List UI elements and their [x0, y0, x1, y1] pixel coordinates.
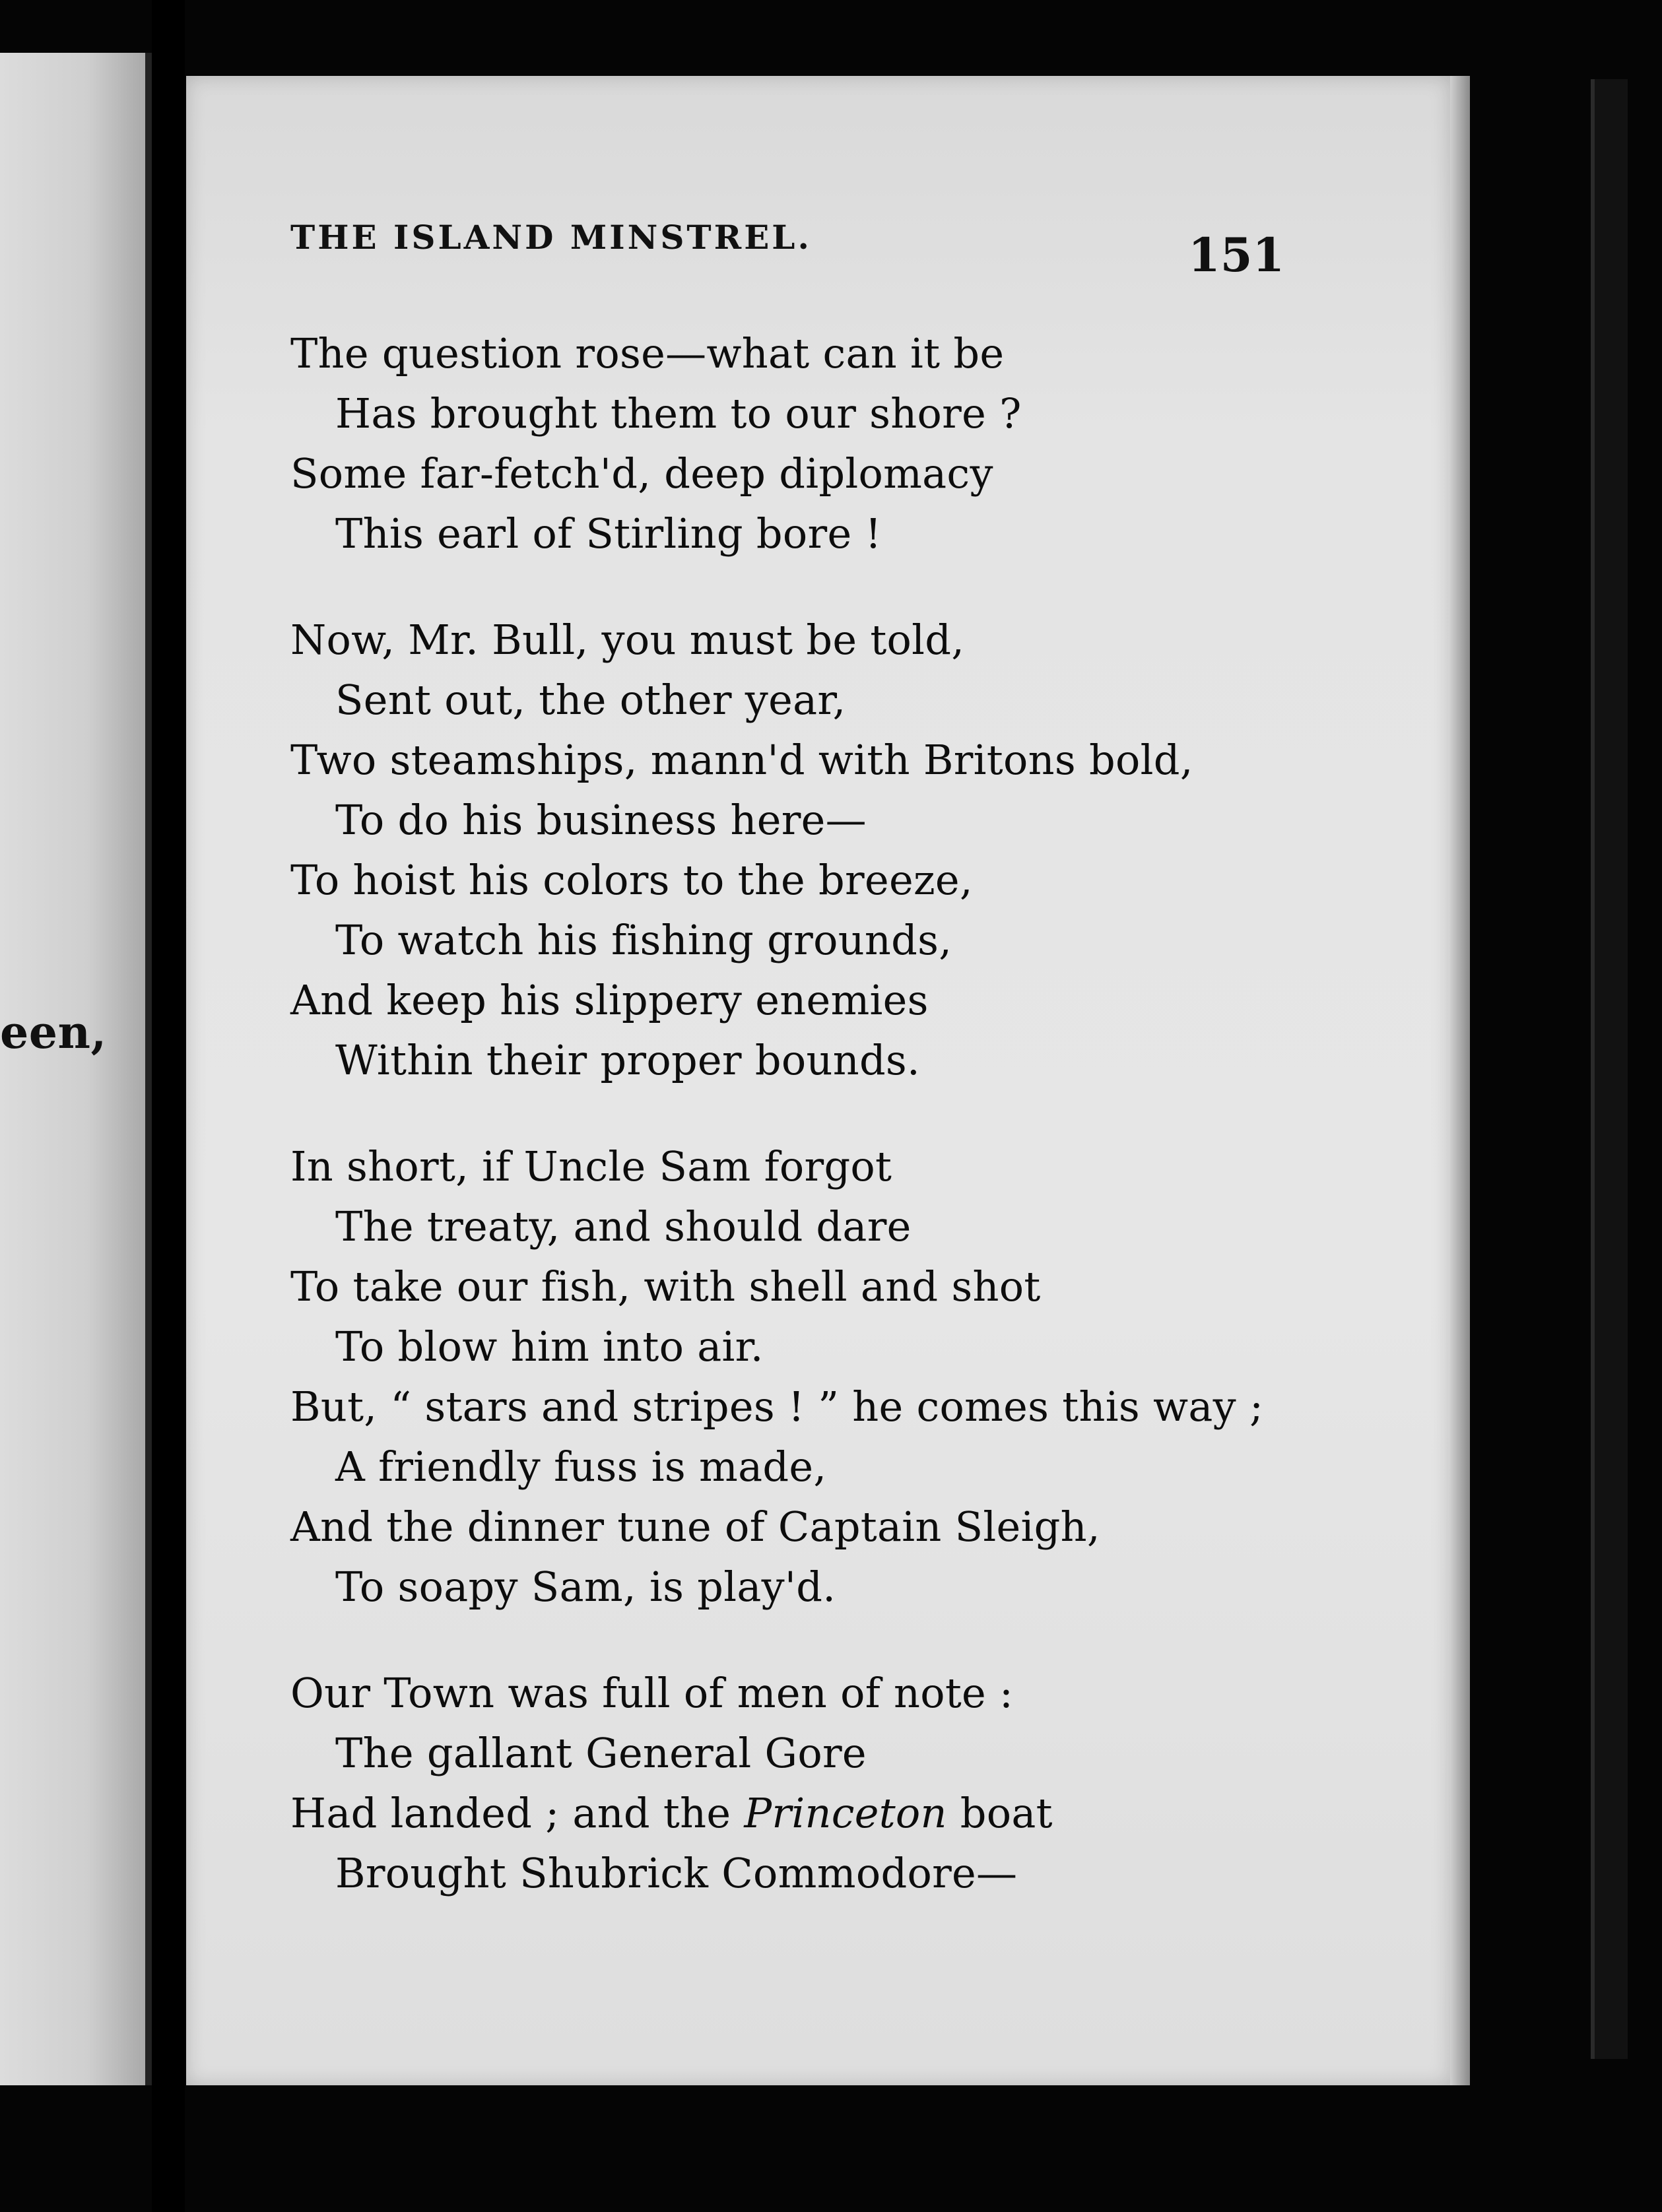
poem-line: To blow him into air. — [335, 1322, 764, 1371]
poem-line: This earl of Stirling bore ! — [335, 509, 882, 558]
poem-line: The question rose—what can it be — [290, 329, 1005, 377]
facing-page-text-fragment: een, — [0, 1006, 107, 1059]
stanza-1 — [290, 323, 1346, 564]
line-text: Had landed ; and the — [290, 1789, 745, 1837]
poem-line: To do his business here— — [335, 796, 867, 844]
poem-line: The treaty, and should dare — [335, 1202, 912, 1251]
poem-line: To watch his fishing grounds, — [335, 916, 952, 964]
italic-ship-name: Princeton — [744, 1789, 947, 1837]
facing-page — [0, 53, 152, 2085]
poem-line: Brought Shubrick Commodore— — [335, 1849, 1018, 1897]
stanza-4 — [290, 1663, 1346, 1903]
poem-body — [290, 323, 1346, 1949]
stanza-2 — [290, 610, 1346, 1090]
page-number: 151 — [1188, 228, 1285, 282]
line-text: boat — [947, 1789, 1053, 1837]
poem-line: Some far-fetch'd, deep diplomacy — [290, 449, 993, 498]
poem-line: And the dinner tune of Captain Sleigh, — [290, 1503, 1100, 1551]
poem-line: Sent out, the other year, — [335, 676, 846, 724]
poem-line: In short, if Uncle Sam forgot — [290, 1142, 892, 1190]
poem-line: But, “ stars and stripes ! ” he comes this way ; — [290, 1382, 1264, 1431]
book-cover-edge — [1591, 79, 1628, 2059]
page-edge — [1450, 76, 1470, 2085]
poem-line: A friendly fuss is made, — [335, 1443, 827, 1491]
poem-line: And keep his slippery enemies — [290, 976, 929, 1024]
poem-line: The gallant General Gore — [335, 1729, 867, 1777]
running-head: THE ISLAND MINSTREL. — [290, 218, 812, 257]
poem-line: Now, Mr. Bull, you must be told, — [290, 616, 965, 664]
poem-line: To take our fish, with shell and shot — [290, 1262, 1041, 1311]
stanza-3 — [290, 1136, 1346, 1617]
poem-line: To hoist his colors to the breeze, — [290, 856, 973, 904]
poem-line: Two steamships, mann'd with Britons bold, — [290, 736, 1193, 784]
poem-line: Has brought them to our shore ? — [335, 389, 1022, 438]
poem-line: Our Town was full of men of note : — [290, 1669, 1014, 1717]
poem-line: Within their proper bounds. — [335, 1036, 921, 1084]
book-gutter — [152, 0, 185, 2212]
poem-line-with-italic — [290, 1783, 1346, 1843]
poem-line: To soapy Sam, is play'd. — [335, 1563, 836, 1611]
